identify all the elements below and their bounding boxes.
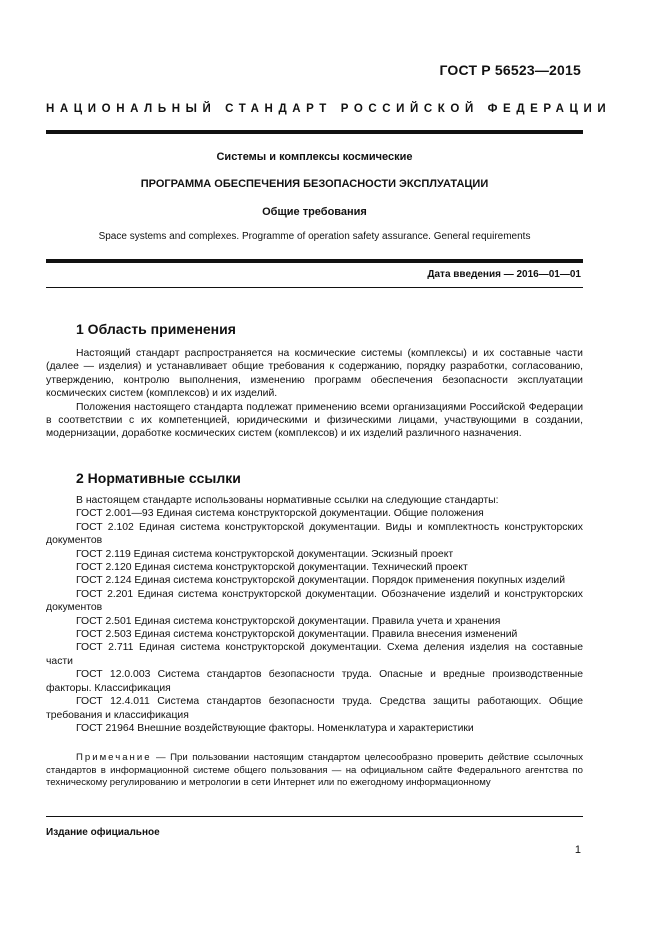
introduction-date: Дата введения — 2016—01—01 [427, 269, 581, 280]
normative-references-list [46, 494, 583, 735]
title-series: Системы и комплексы космические [216, 151, 413, 163]
reference-item: ГОСТ 2.001—93 Единая система конструкторской документации. Общие положения [76, 508, 484, 520]
national-standard-heading: НАЦИОНАЛЬНЫЙ СТАНДАРТ РОССИЙСКОЙ ФЕДЕРАЦИИ [46, 103, 612, 115]
title-main: ПРОГРАММА ОБЕСПЕЧЕНИЯ БЕЗОПАСНОСТИ ЭКСПЛУАТАЦИИ [140, 178, 489, 190]
reference-item: ГОСТ 2.124 Единая система конструкторской документации. Порядок применения покупных изделий [76, 575, 566, 587]
top-rule [46, 130, 583, 134]
note-label: Примечание [76, 752, 152, 763]
reference-item: ГОСТ 12.4.011 Система стандартов безопасности труда. Средства защиты работающих. Общие требования и классификация [46, 696, 583, 721]
reference-item: ГОСТ 2.120 Единая система конструкторской документации. Технический проект [76, 562, 468, 574]
reference-item: ГОСТ 2.501 Единая система конструкторской документации. Правила учета и хранения [76, 615, 501, 627]
reference-item: ГОСТ 2.201 Единая система конструкторской документации. Обозначение изделий и конструкторских документов [46, 588, 583, 614]
date-rule [46, 287, 583, 288]
reference-item: ГОСТ 12.0.003 Система стандартов безопасности труда. Опасные и вредные производственные факторы. Классификация [46, 669, 583, 694]
reference-item: ГОСТ 2.711 Единая система конструкторской документации. Схема деления изделия на составные части [46, 642, 583, 667]
references-intro: В настоящем стандарте использованы нормативные ссылки на следующие стандарты: [76, 495, 499, 506]
section-1-body [46, 347, 583, 441]
document-number: ГОСТ Р 56523—2015 [439, 62, 581, 78]
title-subtitle: Общие требования [262, 206, 367, 218]
page-number: 1 [574, 844, 581, 856]
note-block [46, 752, 583, 790]
title-bottom-rule [46, 259, 583, 263]
reference-item: ГОСТ 2.102 Единая система конструкторской документации. Виды и комплектность конструкторских документов [46, 521, 583, 547]
section-1-paragraph-1: Настоящий стандарт распространяется на космические системы (комплексы) и их составные части (далее — изделия) и устанавливает общие требования к содержанию, порядку разработки, согласованию, утверждению, контролю выполнения, изменению программ обеспечения безопасности эксплуатации космических систем (комплексов) и их изделий. [46, 348, 583, 400]
reference-item: ГОСТ 2.119 Единая система конструкторской документации. Эскизный проект [76, 548, 454, 560]
reference-item: ГОСТ 21964 Внешние воздействующие факторы. Номенклатура и характеристики [76, 722, 474, 734]
official-edition-label: Издание официальное [46, 827, 160, 838]
section-1-paragraph-2: Положения настоящего стандарта подлежат применению всеми организациями Российской Федерации в соответствии с их компетенцией, юридическими и физическими лицами, участвующими в создании, модернизации, доработке космических систем (комплексов) и их изделий различного назначения. [46, 401, 583, 440]
section-2-heading: 2 Нормативные ссылки [76, 470, 241, 486]
reference-item: ГОСТ 2.503 Единая система конструкторской документации. Правила внесения изменений [76, 629, 518, 641]
section-1-heading: 1 Область применения [76, 321, 236, 337]
note-text: — При пользовании настоящим стандартом целесообразно проверить действие ссылочных стандартов в информационной системе общего пользования — на официальном сайте Федерального агентства по техническому регулированию и метрологии в сети Интернет или по ежегодному информационному [46, 752, 583, 789]
footer-rule [46, 816, 583, 817]
title-english: Space systems and complexes. Programme of operation safety assurance. General requirements [98, 231, 531, 242]
